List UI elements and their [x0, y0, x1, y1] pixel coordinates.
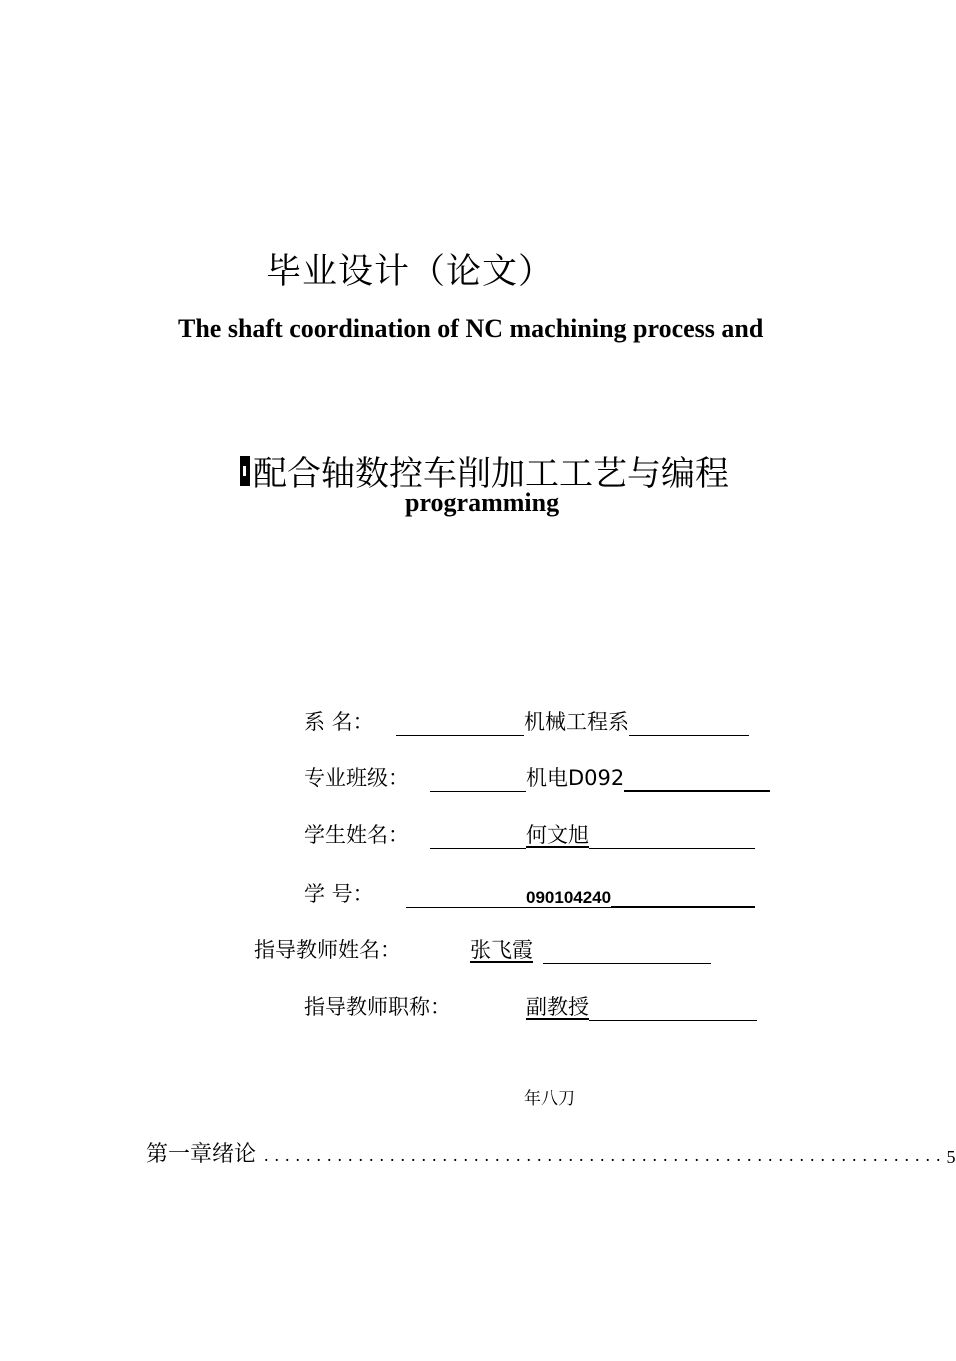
field-student-id-line-end — [611, 886, 755, 908]
field-advisor-label: 指导教师姓名： — [254, 938, 401, 962]
toc-entry-title: 第一章绪论 — [146, 1142, 257, 1167]
field-student-id-label: 学 号： — [304, 882, 374, 906]
field-advisor-line-end — [543, 943, 711, 964]
date-text: 年八刀 — [524, 1089, 575, 1108]
field-department-line-end — [629, 715, 749, 736]
field-student-label: 学生姓名： — [304, 823, 409, 847]
thesis-title-cn: 毕业设计（论文） — [266, 252, 555, 292]
toc-entry-page: 5 — [946, 1147, 956, 1167]
field-student-id-value: 090104240 — [526, 888, 612, 907]
field-student — [304, 819, 755, 849]
field-department-label: 系 名： — [304, 710, 374, 734]
field-student-value: 何文旭 — [526, 823, 589, 847]
field-advisor-title-value: 副教授 — [526, 995, 589, 1019]
field-class-line — [430, 771, 526, 792]
broken-glyph-icon — [240, 456, 250, 486]
field-student-id — [304, 878, 755, 908]
thesis-title-en-line2: programming — [405, 488, 560, 517]
field-department — [304, 706, 749, 736]
field-class-line-end — [624, 770, 770, 792]
field-advisor-title-line-end — [589, 1000, 757, 1021]
field-department-line — [396, 715, 524, 736]
field-advisor-title-label: 指导教师职称： — [304, 995, 451, 1019]
toc-leader-dots: ................................................................. — [264, 1145, 947, 1165]
thesis-title-en-line1: The shaft coordination of NC machining process and — [178, 314, 764, 343]
field-class-label: 专业班级： — [304, 766, 409, 790]
toc-entry — [146, 1137, 956, 1168]
field-department-value: 机械工程系 — [524, 710, 629, 734]
field-advisor-title — [304, 991, 757, 1021]
field-student-line-end — [589, 828, 755, 849]
field-advisor-value: 张飞霞 — [470, 938, 533, 962]
subject-title-cn: 配合轴数控车削加工工艺与编程 — [253, 454, 729, 494]
field-advisor — [254, 934, 711, 964]
field-class — [304, 762, 770, 792]
field-class-value: 机电D092 — [526, 766, 625, 790]
field-student-id-line — [406, 887, 526, 908]
field-student-line — [430, 828, 526, 849]
